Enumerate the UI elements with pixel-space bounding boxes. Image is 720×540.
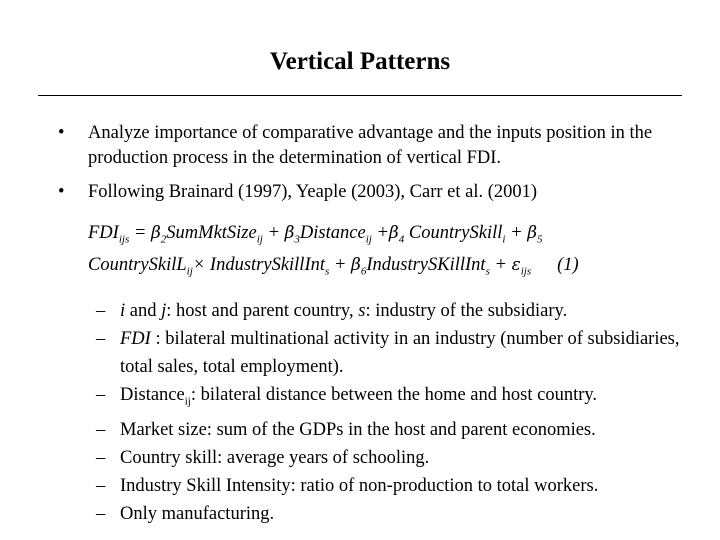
eq-term: + <box>489 254 512 275</box>
eq-subscript: ij <box>365 233 372 246</box>
eq-term: + <box>262 223 285 243</box>
sub-bullet-item <box>96 472 680 500</box>
dash-marker: – <box>96 385 106 405</box>
text-segment: and <box>125 301 162 321</box>
eq-term: CountrySkill <box>404 223 503 243</box>
dash-marker: – <box>96 503 106 524</box>
eq-greek: β <box>351 254 361 275</box>
sub-bullet-item <box>96 325 680 381</box>
sub-bullet-item <box>96 500 680 528</box>
equation-number: (1) <box>557 254 579 275</box>
sub-bullet-item <box>96 381 680 416</box>
dash-marker: – <box>96 475 106 496</box>
dash-marker: – <box>96 447 106 468</box>
eq-greek: ε <box>511 254 521 275</box>
eq-subscript: 2 <box>160 233 167 246</box>
text-segment: Country skill: average years of schooling. <box>120 447 430 468</box>
bullet-marker: • <box>58 123 65 143</box>
regression-equation <box>88 221 688 284</box>
text-segment: Distance <box>120 385 185 405</box>
eq-term: Distance <box>299 223 366 243</box>
sub-bullet-list <box>96 297 680 528</box>
eq-subscript: ijs <box>118 233 130 246</box>
eq-greek: β <box>527 223 538 243</box>
eq-term: CountrySkilL <box>88 254 187 275</box>
eq-subscript: 5 <box>537 233 543 246</box>
eq-term: FDI <box>88 223 119 243</box>
text-segment: : bilateral distance between the home and host country. <box>190 385 598 405</box>
eq-subscript: s <box>325 265 330 278</box>
bullet-text: Analyze importance of comparative advantage and the inputs position in the production process in the determination of vertical FDI. <box>88 123 653 168</box>
var-fdi: FDI <box>120 329 151 349</box>
eq-subscript: ij <box>186 265 193 278</box>
text-segment: : host and parent country, <box>166 301 359 321</box>
eq-subscript: 6 <box>360 265 367 278</box>
dash-marker: – <box>96 329 106 349</box>
var-s: s <box>358 301 366 321</box>
eq-term: IndustrySKillInt <box>366 254 486 275</box>
text-segment: Industry Skill Intensity: ratio of non-production to total workers. <box>120 475 599 496</box>
eq-greek: β <box>388 223 399 243</box>
eq-term: × IndustrySkillInt <box>192 254 325 275</box>
eq-subscript: s <box>485 265 490 278</box>
eq-term: + <box>371 223 389 243</box>
subscript: ij <box>184 395 191 408</box>
sub-bullet-item <box>96 416 680 444</box>
bullet-text: Following Brainard (1997), Yeaple (2003), Carr et al. (2001) <box>88 182 538 202</box>
eq-subscript: 4 <box>398 233 405 246</box>
eq-term: = <box>129 223 151 243</box>
sub-bullet-item <box>96 297 680 325</box>
dash-marker: – <box>96 419 106 440</box>
text-segment: Market size: sum of the GDPs in the host and parent economies. <box>120 419 596 440</box>
text-segment: : bilateral multinational activity in an industry (number of subsidiaries, total sales, total employment). <box>120 329 680 377</box>
bullet-marker: • <box>58 182 65 202</box>
var-j: j <box>161 301 167 321</box>
dash-marker: – <box>96 301 106 321</box>
text-segment: Only manufacturing. <box>120 503 275 524</box>
eq-subscript: ij <box>256 233 263 246</box>
text-segment: : industry of the subsidiary. <box>365 301 568 321</box>
eq-term: + <box>329 254 352 275</box>
eq-subscript: 3 <box>294 233 300 246</box>
eq-term: + <box>505 223 528 243</box>
eq-term: SumMktSize <box>166 223 257 243</box>
slide-title: Vertical Patterns <box>269 48 451 75</box>
eq-subscript: ijs <box>520 265 532 278</box>
title-divider <box>38 95 682 96</box>
eq-greek: β <box>284 223 295 243</box>
eq-subscript: i <box>502 233 506 246</box>
var-i: i <box>120 301 126 321</box>
sub-bullet-item <box>96 444 680 472</box>
eq-greek: β <box>150 223 161 243</box>
